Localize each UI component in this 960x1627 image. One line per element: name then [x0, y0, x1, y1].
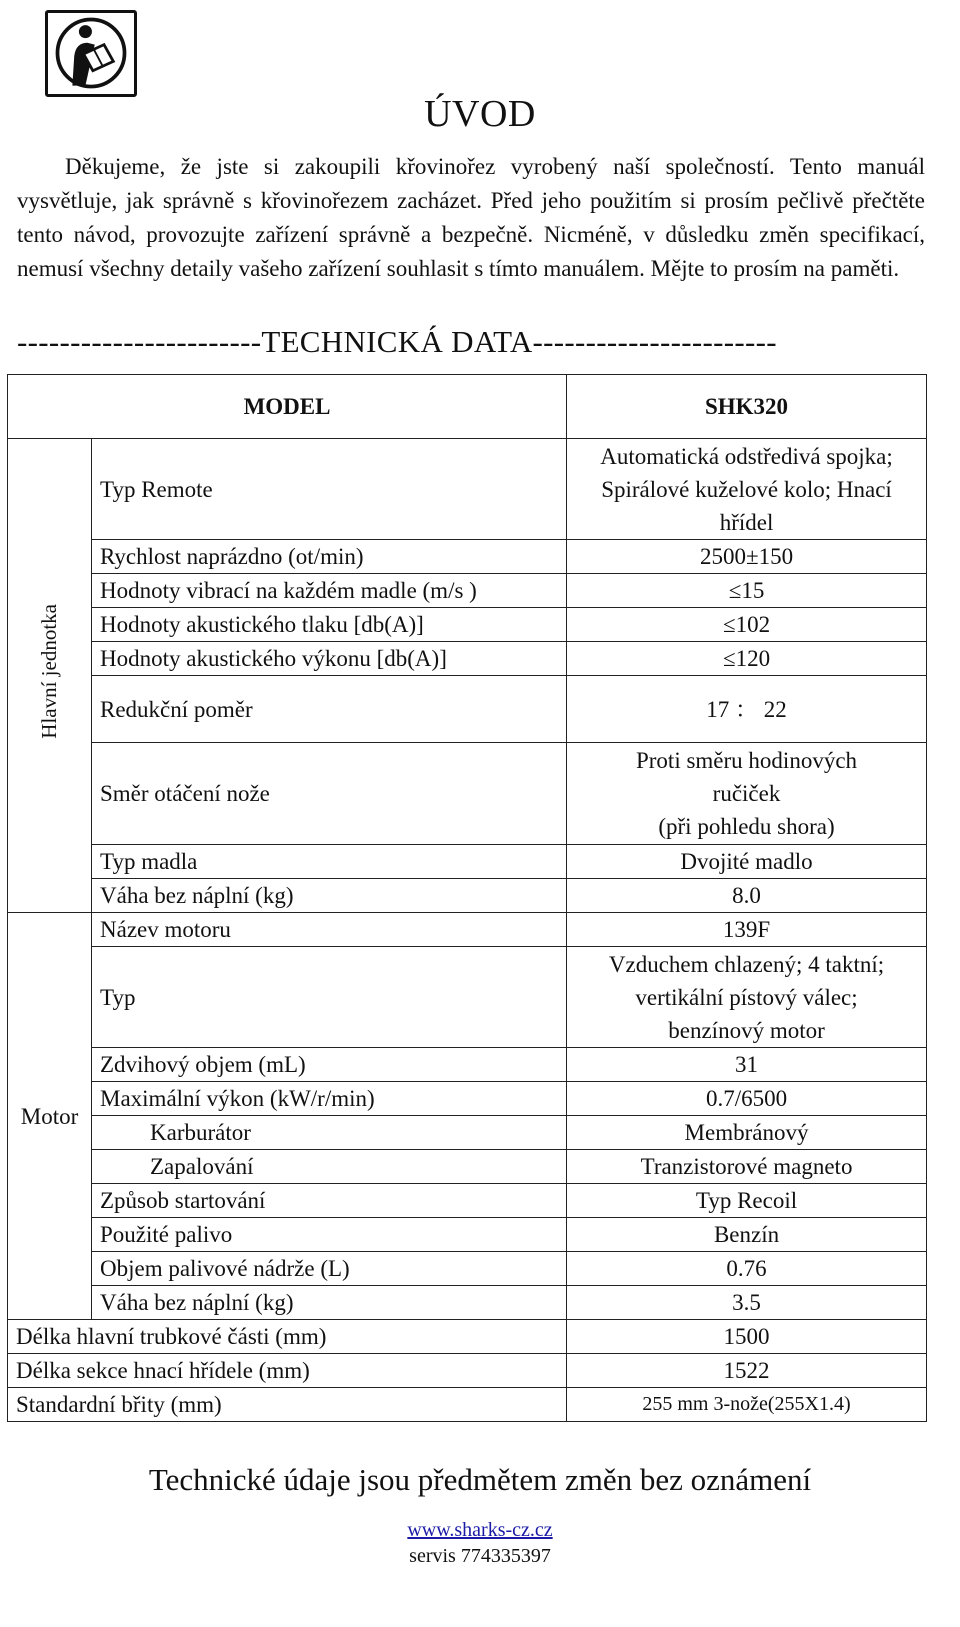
- row-value-line: Vzduchem chlazený; 4 taktní;: [608, 951, 885, 977]
- row-value-line: (při pohledu shora): [658, 814, 835, 839]
- table-row: [8, 1252, 927, 1286]
- website-link[interactable]: www.sharks-cz.cz: [407, 1519, 553, 1541]
- table-row: [8, 1218, 927, 1252]
- row-value-line: hřídel: [719, 509, 774, 535]
- section-header-technical-data: -----------------------TECHNICKÁ DATA-----------------------: [17, 324, 777, 359]
- table-header-row: [8, 375, 927, 439]
- row-value: Dvojité madlo: [567, 845, 927, 879]
- table-row: [8, 1048, 927, 1082]
- row-value: 2500±150: [567, 540, 927, 574]
- table-row: [8, 1150, 927, 1184]
- model-header-label: MODEL: [8, 375, 567, 439]
- row-value-line: ručiček: [712, 781, 781, 806]
- row-label: Typ madla: [92, 845, 567, 879]
- table-row: [8, 676, 927, 743]
- row-label: Délka hlavní trubkové části (mm): [8, 1320, 567, 1354]
- read-manual-icon-graphic: [48, 13, 134, 94]
- row-value: 1500: [567, 1320, 927, 1354]
- table-row: [8, 1116, 927, 1150]
- model-header-value: SHK320: [567, 375, 927, 439]
- row-value: Typ Recoil: [567, 1184, 927, 1218]
- row-value-line: Automatická odstředivá spojka;: [600, 443, 893, 469]
- table-row: [8, 947, 927, 1048]
- table-row: [8, 913, 927, 947]
- table-row: [8, 1082, 927, 1116]
- table-row: [8, 642, 927, 676]
- row-value: 31: [567, 1048, 927, 1082]
- group-label-main-unit: [8, 439, 92, 913]
- row-value: [567, 439, 927, 540]
- row-value: ≤15: [567, 574, 927, 608]
- row-label: Rychlost naprázdno (ot/min): [92, 540, 567, 574]
- row-label: Způsob startování: [92, 1184, 567, 1218]
- row-value: 1522: [567, 1354, 927, 1388]
- table-row: [8, 1286, 927, 1320]
- read-manual-icon: [45, 10, 137, 97]
- row-label: Hodnoty akustického výkonu [db(A)]: [92, 642, 567, 676]
- row-label: Redukční poměr: [92, 676, 567, 743]
- table-row: [8, 879, 927, 913]
- row-label: Hodnoty akustického tlaku [db(A)]: [92, 608, 567, 642]
- group-label-motor: Motor: [8, 913, 92, 1320]
- row-label: Objem palivové nádrže (L): [92, 1252, 567, 1286]
- table-row: [8, 439, 927, 540]
- table-row: [8, 845, 927, 879]
- row-label: Typ Remote: [92, 439, 567, 540]
- table-row: [8, 743, 927, 845]
- row-value-line: Proti směru hodinových: [635, 748, 858, 773]
- row-value: ≤120: [567, 642, 927, 676]
- row-value: Benzín: [567, 1218, 927, 1252]
- footer-note: Technické údaje jsou předmětem změn bez oznámení: [148, 1462, 812, 1497]
- row-label: Karburátor: [92, 1116, 567, 1150]
- group-label-main-unit-text: Hlavní jednotka: [37, 603, 61, 739]
- row-value-line: benzínový motor: [668, 1017, 825, 1043]
- row-label: Maximální výkon (kW/r/min): [92, 1082, 567, 1116]
- row-value-line: vertikální pístový válec;: [635, 984, 858, 1010]
- table-row: [8, 1388, 927, 1422]
- row-label: Délka sekce hnací hřídele (mm): [8, 1354, 567, 1388]
- row-value: 17 ： 22: [567, 676, 927, 743]
- row-value: 8.0: [567, 879, 927, 913]
- table-row: [8, 1184, 927, 1218]
- row-label: Zdvihový objem (mL): [92, 1048, 567, 1082]
- row-label: Váha bez náplní (kg): [92, 879, 567, 913]
- row-label: Typ: [92, 947, 567, 1048]
- row-label: Použité palivo: [92, 1218, 567, 1252]
- table-row: [8, 1354, 927, 1388]
- row-value: ≤102: [567, 608, 927, 642]
- technical-data-table: [7, 374, 927, 1422]
- row-value: 139F: [567, 913, 927, 947]
- page-title: ÚVOD: [424, 93, 536, 135]
- row-value: Tranzistorové magneto: [567, 1150, 927, 1184]
- row-value: 3.5: [567, 1286, 927, 1320]
- intro-paragraph: Děkujeme, že jste si zakoupili křovinořez vyrobený naší společností. Tento manuál vysvětluje, jak správně s křovinořezem zacházet. Před jeho použitím si prosím pečlivě přečtěte tento návod, provozujte zařízení správně a bezpečně. Nicméně, v důsledku změn specifikací, nemusí všechny detaily vašeho zařízení souhlasit s tímto manuálem. Mějte to prosím na paměti.: [17, 154, 925, 281]
- row-value: 255 mm 3-nože(255X1.4): [567, 1388, 927, 1422]
- service-phone: servis 774335397: [409, 1545, 551, 1567]
- row-value: 0.7/6500: [567, 1082, 927, 1116]
- table-row: [8, 608, 927, 642]
- row-label: Směr otáčení nože: [92, 743, 567, 845]
- table-row: [8, 574, 927, 608]
- row-value: Membránový: [567, 1116, 927, 1150]
- table-row: [8, 540, 927, 574]
- row-label: Váha bez náplní (kg): [92, 1286, 567, 1320]
- row-value-line: Spirálové kuželové kolo; Hnací: [601, 476, 892, 502]
- row-label: Hodnoty vibrací na každém madle (m/s ): [92, 574, 567, 608]
- row-value: 0.76: [567, 1252, 927, 1286]
- row-label: Název motoru: [92, 913, 567, 947]
- row-label: Zapalování: [92, 1150, 567, 1184]
- table-row: [8, 1320, 927, 1354]
- row-value: [567, 947, 927, 1048]
- row-value: [567, 743, 927, 845]
- row-label: Standardní břity (mm): [8, 1388, 567, 1422]
